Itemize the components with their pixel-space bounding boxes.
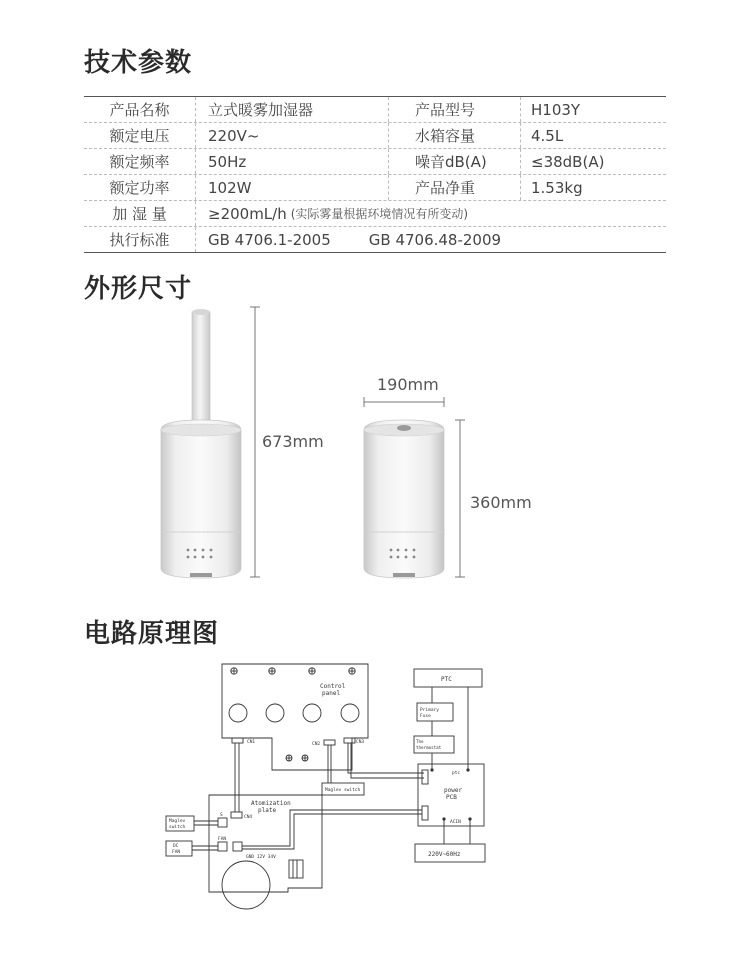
spec-label: 额定功率 — [84, 175, 196, 200]
control-panel-label: Control — [320, 683, 346, 690]
spec-label: 执行标准 — [84, 227, 196, 252]
dc-fan-label: FAN — [172, 850, 181, 855]
cn2-connector — [324, 740, 335, 745]
dimensions-section-title: 外形尺寸 — [84, 274, 193, 304]
standard-value-1: GB 4706.1-2005 — [208, 230, 331, 249]
control-panel-label: panel — [322, 690, 341, 697]
humidifier-body — [364, 420, 444, 578]
atomization-label: Atomization — [251, 800, 291, 807]
width-label: 190mm — [377, 375, 439, 394]
spec-value — [196, 227, 666, 252]
spec-value: H103Y — [531, 100, 581, 119]
spec-value: 4.5L — [531, 126, 564, 145]
spec-label: 产品净重 — [389, 175, 521, 200]
spec-row — [84, 175, 666, 201]
cn2-label: CN2 — [312, 742, 321, 747]
power-pcb-label: power — [444, 787, 463, 794]
cn4-connector — [231, 812, 242, 818]
gnd-label: GND 12V 34V — [246, 855, 276, 860]
s-label: S — [220, 813, 223, 818]
mount-hole-icon — [231, 668, 355, 761]
acin-label: ACIN — [450, 820, 461, 825]
power-pcb-label: PCB — [446, 794, 457, 801]
spec-row — [84, 201, 666, 227]
maglev-left-label: Maglev — [169, 819, 186, 824]
circuit-diagram — [160, 660, 500, 950]
fan-connector — [218, 842, 227, 851]
control-button-icon — [229, 704, 359, 722]
fan-label: FAN — [218, 837, 227, 842]
control-panel-board — [222, 664, 368, 770]
power-in-connector — [233, 842, 242, 851]
terminal-block — [289, 860, 303, 878]
dc-fan-label: DC — [173, 844, 179, 849]
body-height-label: 360mm — [470, 493, 532, 512]
spec-value: ≤38dB(A) — [531, 152, 605, 171]
spec-label: 噪音dB(A) — [389, 149, 521, 174]
ptc-terminal-label: ptc — [452, 771, 461, 776]
primary-fuse-label: Fuse — [420, 714, 431, 719]
s-connector — [218, 818, 227, 827]
ac-input-label: 220V~60Hz — [428, 851, 461, 858]
spec-label: 额定电压 — [84, 123, 196, 148]
spec-label: 额定频率 — [84, 149, 196, 174]
thermostat-label: The — [416, 739, 424, 744]
ptc-label: PTC — [441, 676, 452, 683]
height-with-tube-label: 673mm — [262, 432, 324, 451]
maglev-left-label: switch — [169, 825, 186, 830]
circuit-section-title: 电路原理图 — [84, 619, 220, 649]
primary-fuse-label: Primary — [420, 708, 439, 713]
cn4-label: CN4 — [244, 815, 253, 820]
spec-label: 加 湿 量 — [84, 201, 196, 226]
specs-section-title: 技术参数 — [84, 48, 193, 78]
mist-note: (实际雾量根据环境情况有所变动) — [290, 207, 469, 221]
spec-label: 产品名称 — [84, 97, 196, 122]
pcb-connector — [422, 806, 428, 820]
standard-value-2: GB 4706.48-2009 — [368, 230, 502, 249]
spec-value — [196, 201, 666, 226]
cn3-label: CN3 — [356, 740, 365, 745]
spec-row — [84, 227, 666, 252]
spec-value: 1.53kg — [531, 178, 583, 197]
spec-value: 220V~ — [196, 123, 389, 148]
spec-row — [84, 123, 666, 149]
mist-value: ≥200mL/h — [208, 204, 287, 223]
thermostat-label: thermostat — [416, 745, 442, 750]
spec-value: 102W — [196, 175, 389, 200]
spec-value: 50Hz — [196, 149, 389, 174]
cn1-connector — [232, 738, 243, 743]
humidifier-with-tube — [161, 309, 241, 578]
cn1-label: CN1 — [247, 740, 256, 745]
spec-table — [84, 96, 666, 253]
pcb-connector — [422, 770, 428, 784]
spec-label: 产品型号 — [389, 97, 521, 122]
spec-row — [84, 97, 666, 123]
spec-value: 立式暖雾加湿器 — [196, 97, 389, 122]
atomization-label: plate — [258, 807, 277, 814]
spec-label: 水箱容量 — [389, 123, 521, 148]
maglev-switch-label: Maglev switch — [325, 788, 361, 793]
dimension-drawing — [0, 290, 750, 590]
cn3-connector — [344, 738, 355, 743]
atomizer-disc-icon — [222, 861, 270, 909]
spec-row — [84, 149, 666, 175]
